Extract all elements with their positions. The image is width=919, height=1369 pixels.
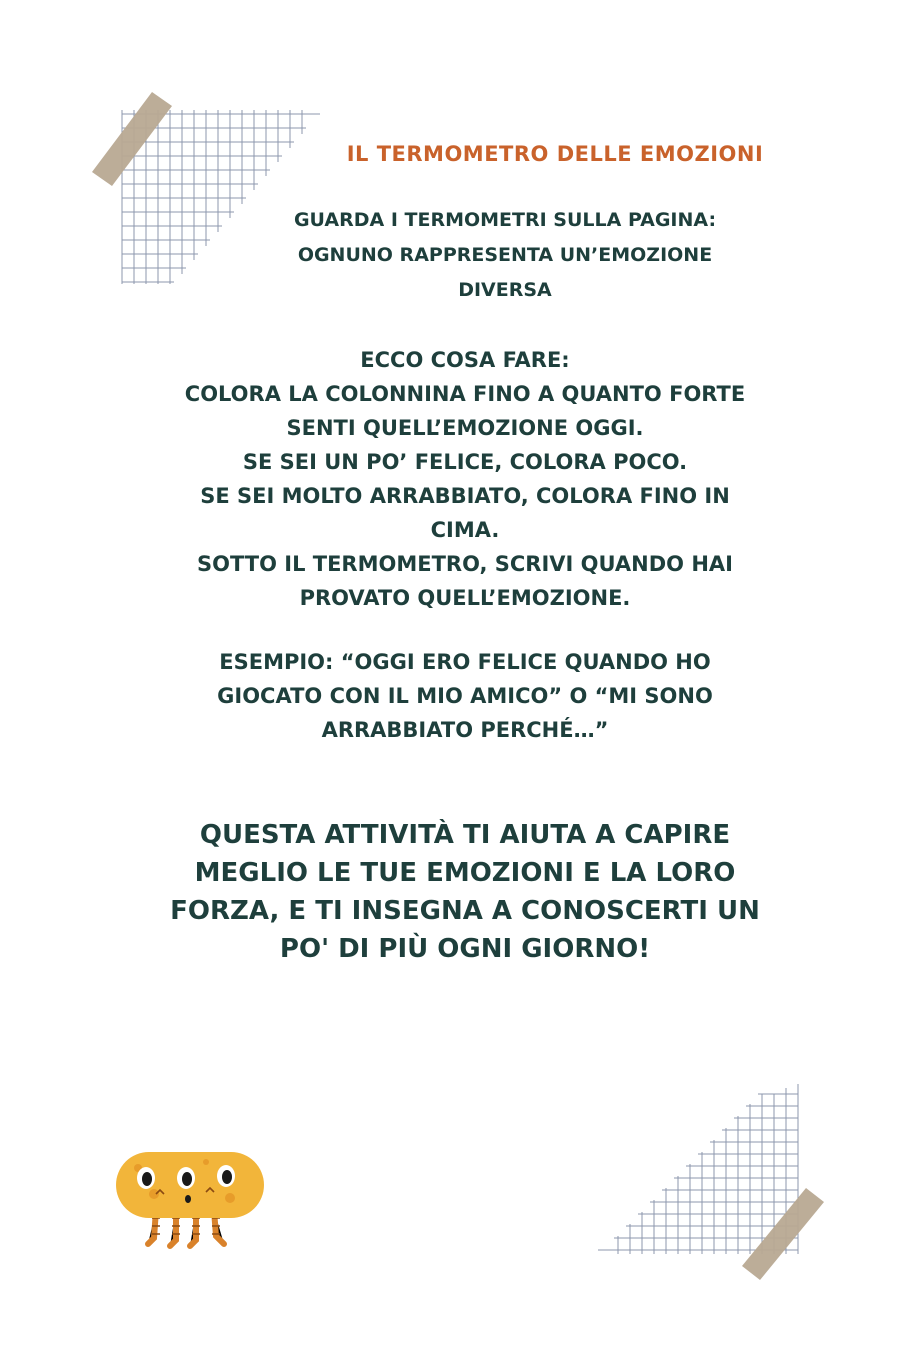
intro-line: GUARDA I TERMOMETRI SULLA PAGINA: bbox=[293, 209, 717, 231]
intro-line: OGNUNO RAPPRESENTA UN’EMOZIONE bbox=[297, 244, 713, 266]
example-line: ESEMPIO: “OGGI ERO FELICE QUANDO HO bbox=[219, 650, 711, 674]
instruction-line: SE SEI MOLTO ARRABBIATO, COLORA FINO IN bbox=[200, 484, 730, 508]
instruction-line: ECCO COSA FARE: bbox=[360, 348, 570, 372]
closing-line: FORZA, E TI INSEGNA A CONOSCERTI UN bbox=[170, 896, 760, 926]
page-title: IL TERMOMETRO DELLE EMOZIONI bbox=[346, 142, 764, 166]
intro-paragraph bbox=[240, 203, 770, 308]
instruction-line: PROVATO QUELL’EMOZIONE. bbox=[299, 586, 631, 610]
instructions-paragraph bbox=[120, 343, 810, 615]
instruction-line: COLORA LA COLONNINA FINO A QUANTO FORTE bbox=[184, 382, 746, 406]
closing-line: MEGLIO LE TUE EMOZIONI E LA LORO bbox=[194, 858, 736, 888]
instruction-line: CIMA. bbox=[430, 518, 500, 542]
instruction-line: SENTI QUELL’EMOZIONE OGGI. bbox=[286, 416, 644, 440]
closing-line: QUESTA ATTIVITÀ TI AIUTA A CAPIRE bbox=[199, 820, 731, 850]
intro-line: DIVERSA bbox=[458, 279, 552, 301]
instruction-line: SOTTO IL TERMOMETRO, SCRIVI QUANDO HAI bbox=[196, 552, 733, 576]
three-eyed-monster-icon bbox=[110, 1148, 270, 1253]
graph-paper-bottom-right-icon bbox=[592, 1080, 832, 1280]
instruction-line: SE SEI UN PO’ FELICE, COLORA POCO. bbox=[242, 450, 688, 474]
closing-paragraph bbox=[120, 816, 810, 968]
closing-line: PO' DI PIÙ OGNI GIORNO! bbox=[279, 934, 651, 964]
example-line: GIOCATO CON IL MIO AMICO” O “MI SONO bbox=[217, 684, 713, 708]
example-paragraph bbox=[140, 645, 790, 747]
tape-strip-icon bbox=[92, 92, 172, 186]
example-line: ARRABBIATO PERCHÉ…” bbox=[321, 718, 609, 742]
